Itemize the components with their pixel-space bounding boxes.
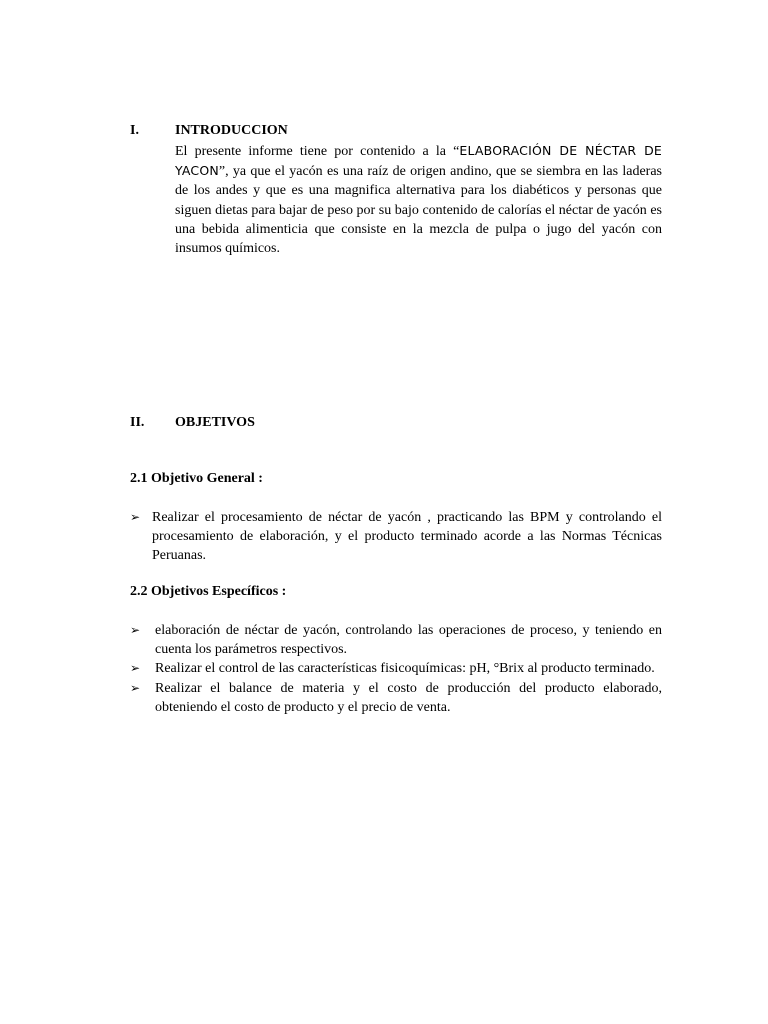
- section-heading-introduccion: INTRODUCCION: [175, 123, 288, 138]
- list-item-text: Realizar el control de las características fisicoquímicas: pH, °Brix al producto terminado.: [155, 661, 655, 677]
- list-item-text: elaboración de néctar de yacón, controlando las operaciones de proceso, y teniendo en cuenta los parámetros respectivos.: [155, 623, 662, 658]
- list-item: [130, 659, 662, 678]
- section-number-2: II.: [130, 415, 145, 430]
- section-number-1: I.: [130, 123, 139, 138]
- list-item: [130, 679, 662, 717]
- intro-paragraph: [175, 141, 662, 258]
- section-heading-objetivos: OBJETIVOS: [175, 415, 255, 430]
- general-objectives-list: [130, 508, 662, 566]
- arrow-bullet-icon: ➢: [130, 680, 141, 695]
- subheading-objetivo-general: 2.1 Objetivo General :: [130, 471, 263, 486]
- intro-text-start: El presente informe tiene por contenido a la “: [175, 144, 460, 159]
- intro-title-quote: ELABORACIÓN DE NÉCTAR DE YACON: [175, 143, 662, 179]
- arrow-bullet-icon: ➢: [130, 661, 141, 676]
- list-item: [130, 621, 662, 659]
- subheading-objetivos-especificos: 2.2 Objetivos Específicos :: [130, 584, 287, 599]
- list-item-text: Realizar el balance de materia y el costo de producción del producto elaborado, obteniendo el costo de producto y el precio de venta.: [155, 680, 662, 715]
- list-item-text: Realizar el procesamiento de néctar de yacón , practicando las BPM y controlando el procesamiento de elaboración, y el producto terminado acorde a las Normas Técnicas Peruanas.: [152, 510, 662, 564]
- specific-objectives-list: [130, 621, 662, 717]
- intro-text-rest: ”, ya que el yacón es una raíz de origen andino, que se siembra en las laderas de los andes y que es una magnifica alternativa para los diabéticos y personas que siguen dietas para bajar de peso por su bajo contenido de calorías el néctar de yacón es una bebida alimenticia que consiste en la mezcla de pulpa o jugo del yacón con insumos químicos.: [175, 164, 662, 257]
- arrow-bullet-icon: ➢: [130, 623, 141, 637]
- arrow-bullet-icon: ➢: [130, 510, 141, 524]
- list-item: [130, 508, 662, 566]
